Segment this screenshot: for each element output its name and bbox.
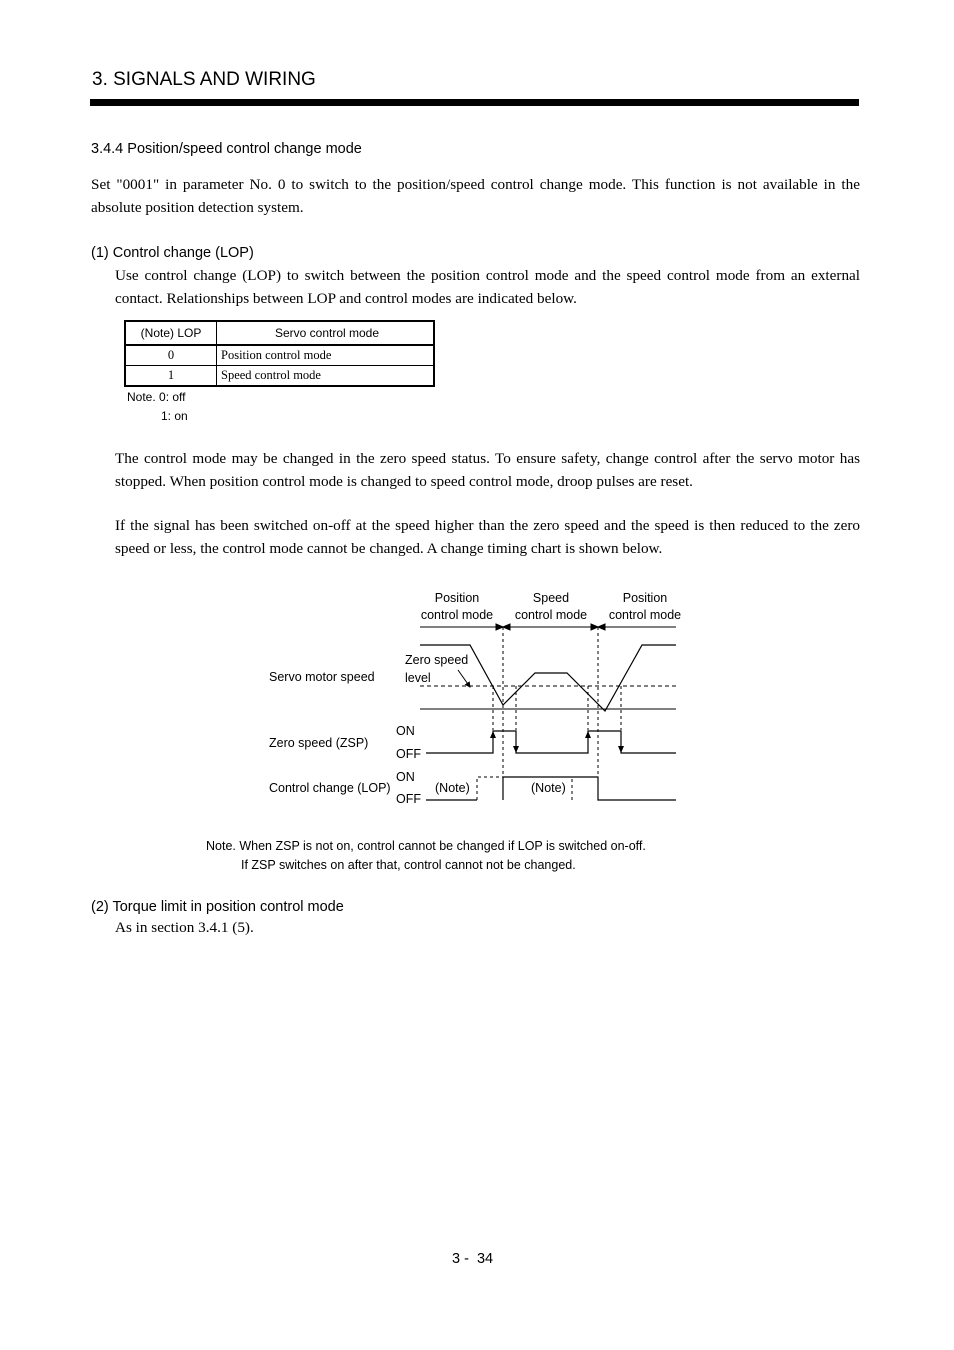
mode-span-line [420,624,676,630]
zero-speed-arrow [458,670,470,687]
chart-note-line2: If ZSP switches on after that, control cannot not be changed. [241,858,576,872]
zsp-on-label: ON [396,724,415,738]
lop-off-label: OFF [396,792,421,806]
control-change-heading: (1) Control change (LOP) [91,245,254,261]
intro-paragraph: Set "0001" in parameter No. 0 to switch to the position/speed control change mode. This function is not available in the absolute position detection system. [91,176,860,216]
signal-label-servo-speed: Servo motor speed [269,670,375,684]
lop-waveform [503,777,676,800]
section-heading: 3.4.4 Position/speed control change mode [91,141,362,157]
mode-label-position-2: Position [622,591,668,605]
zero-speed-label: Zero speed [405,653,469,667]
on-off-paragraph: If the signal has been switched on-off at the speed higher than the zero speed and the speed is then reduced to the zero speed or less, the control mode cannot be changed. A change timing chart is shown below. [115,517,860,557]
table-header-mode: Servo control mode [217,321,435,345]
mode-label-position-1: Position [434,591,480,605]
mode-label-position-1b: control mode [420,608,494,622]
table-note-line1: Note. 0: off [127,390,186,404]
signal-label-lop: Control change (LOP) [269,781,391,795]
zero-speed-label-b: level [405,671,431,685]
lop-note-marker-1: (Note) [435,781,470,795]
table-cell-lop: 1 [125,366,217,387]
chapter-title: 3. SIGNALS AND WIRING [92,69,316,90]
control-change-text: Use control change (LOP) to switch between the position control mode and the speed control mode from an external contact. Relationships between LOP and control modes are indicated below. [115,267,860,307]
mode-label-position-2b: control mode [608,608,682,622]
zero-speed-paragraph: The control mode may be changed in the zero speed status. To ensure safety, change control after the servo motor has stopped. When position control mode is changed to speed control mode, droop pulses are reset. [115,450,860,490]
table-cell-mode: Speed control mode [217,366,435,387]
torque-limit-heading: (2) Torque limit in position control mode [91,899,344,915]
torque-limit-text: As in section 3.4.1 (5). [115,919,254,936]
mode-label-speed-b: control mode [514,608,588,622]
timing-guides [493,627,621,800]
lop-on-label: ON [396,770,415,784]
table-cell-lop: 0 [125,345,217,366]
signal-label-zsp: Zero speed (ZSP) [269,736,369,750]
zsp-off-label: OFF [396,747,421,761]
chart-note-line1: Note. When ZSP is not on, control cannot be changed if LOP is switched on-off. [206,839,646,853]
mode-label-speed: Speed [532,591,570,605]
lop-note-marker-2: (Note) [531,781,566,795]
zsp-arrows [490,731,624,753]
page-number: 3 - 34 [452,1251,494,1267]
table-cell-mode: Position control mode [217,345,435,366]
table-note-line2: 1: on [161,409,188,423]
zsp-waveform [426,731,676,753]
table-header-lop: (Note) LOP [125,321,217,345]
